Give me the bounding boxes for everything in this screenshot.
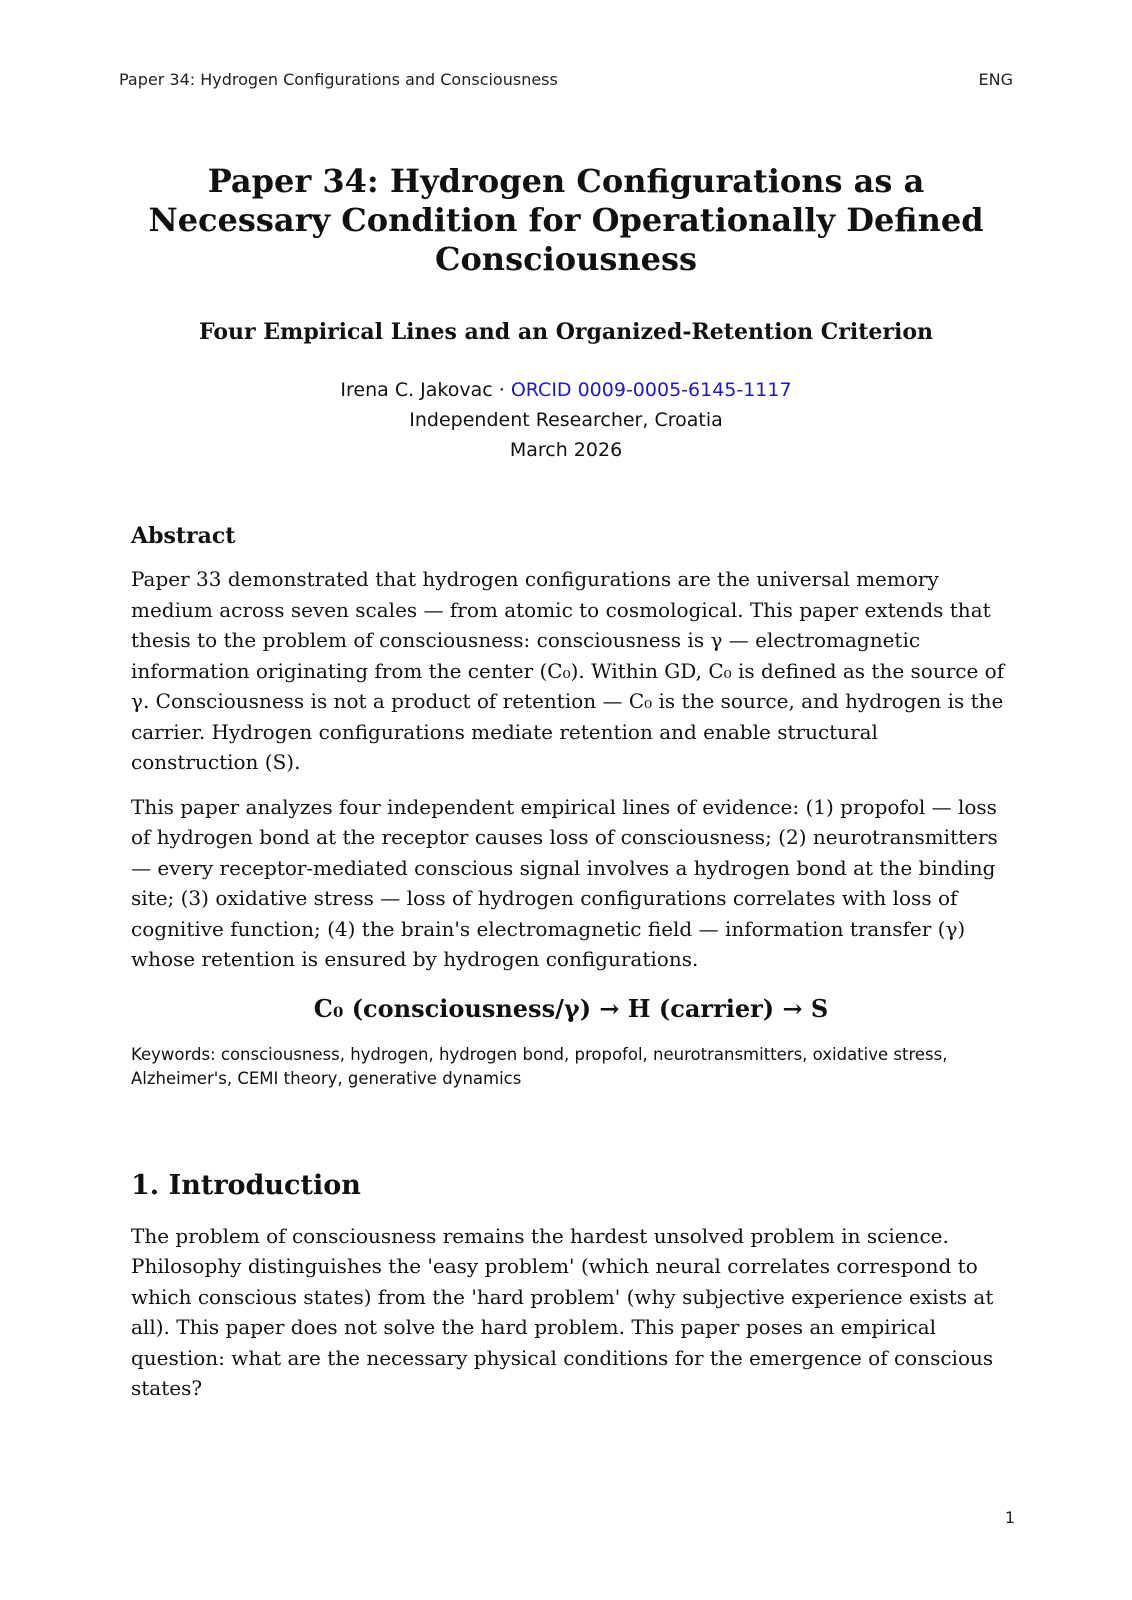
- author-affiliation: Independent Researcher, Croatia: [409, 409, 723, 431]
- orcid-link[interactable]: ORCID 0009-0005-6145-1117: [510, 379, 792, 401]
- abstract-heading: Abstract: [131, 523, 236, 549]
- abstract-formula: C₀ (consciousness/γ) → H (carrier) → S: [313, 993, 829, 1023]
- publication-date: March 2026: [509, 439, 623, 461]
- introduction-paragraph-1: The problem of consciousness remains the hardest unsolved problem in science. Philosophy distinguishes the 'easy problem' (which neural correlates correspond to which conscious states) from the 'hard problem' (why subjective experience exists at all). This paper does not solve the hard problem. This paper poses an empirical question: what are the necessary physical conditions for the emergence of conscious states?: [131, 1223, 994, 1400]
- author-line: [120, 375, 1012, 405]
- main-content: [131, 522, 1011, 1418]
- author-separator: ·: [492, 379, 511, 401]
- paper-subtitle: Four Empirical Lines and an Organized-Retention Criterion: [198, 319, 934, 345]
- abstract-paragraph-2: This paper analyzes four independent empirical lines of evidence: (1) propofol — loss of hydrogen bond at the receptor causes loss of consciousness; (2) neurotransmitters — every receptor-mediated conscious signal involves a hydrogen bond at the binding site; (3) oxidative stress — loss of hydrogen configurations correlates with loss of cognitive function; (4) the brain's electromagnetic field — information transfer (γ) whose retention is ensured by hydrogen configurations.: [131, 794, 998, 971]
- author-name: Irena C. Jakovac: [340, 379, 493, 401]
- introduction-heading: 1. Introduction: [131, 1169, 361, 1201]
- paper-title: Paper 34: Hydrogen Configurations as a Necessary Condition for Operationally Defined Consciousness: [148, 162, 984, 278]
- language-label: ENG: [978, 70, 1013, 89]
- author-block: [120, 375, 1012, 465]
- page-number: 1: [1004, 1508, 1015, 1527]
- running-title: Paper 34: Hydrogen Configurations and Consciousness: [119, 70, 558, 89]
- running-header: [119, 70, 1013, 89]
- keywords: Keywords: consciousness, hydrogen, hydrogen bond, propofol, neurotransmitters, oxidative stress, Alzheimer's, CEMI theory, generative dynamics: [131, 1044, 948, 1088]
- abstract-paragraph-1: Paper 33 demonstrated that hydrogen configurations are the universal memory medium across seven scales — from atomic to cosmological. This paper extends that thesis to the problem of consciousness: consciousness is γ — electromagnetic information originating from the center (C₀). Within GD, C₀ is defined as the source of γ. Consciousness is not a product of retention — C₀ is the source, and hydrogen is the carrier. Hydrogen configurations mediate retention and enable structural construction (S).: [131, 567, 1005, 774]
